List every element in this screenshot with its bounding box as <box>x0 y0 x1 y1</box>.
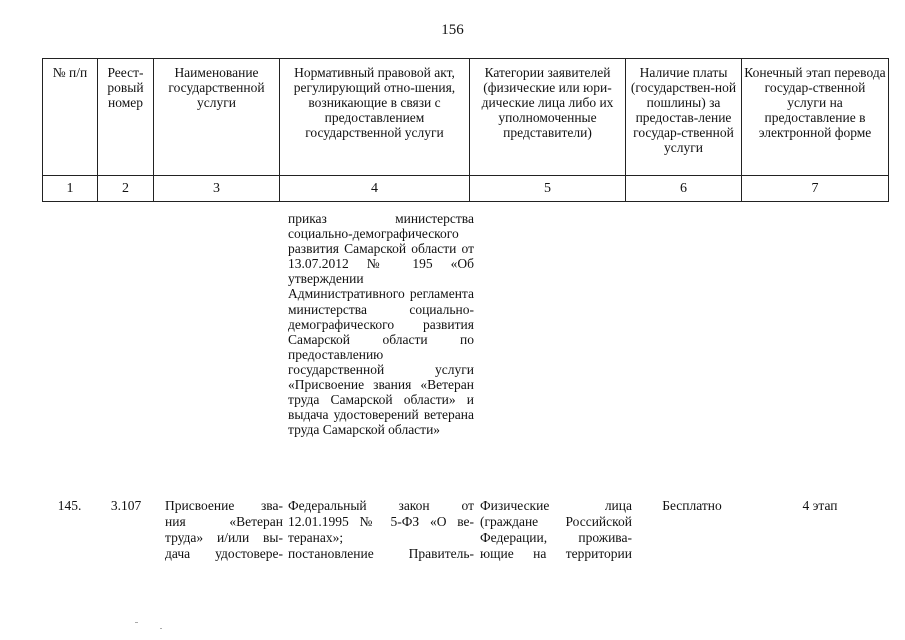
column-number-row <box>43 176 889 202</box>
col-number: 5 <box>470 176 626 202</box>
row-145-applicants <box>480 498 632 562</box>
applicants-line: (граждане Российской <box>480 514 632 529</box>
applicants-line: Федерации, прожива- <box>480 530 632 545</box>
applicants-line: ющие на территории <box>480 546 632 561</box>
col-number: 4 <box>280 176 470 202</box>
row-145-legal-act <box>288 498 474 562</box>
header-row <box>43 59 889 176</box>
legal-act-continuation: приказ министерства социально-демографического развития Самарской области от 13.07.2012 № 195 «Об утверждении Административного регламента министерства социально-демографического развития Самарской области по предоставлению государственной услуги «Присвоение звания «Ветеран труда Самарской области» и выдача удостоверений ветерана труда Самарской области» <box>288 211 474 438</box>
col-header-registry: Реест-ровый номер <box>98 59 154 176</box>
row-145-stage: 4 этап <box>802 498 838 513</box>
col-number: 6 <box>626 176 742 202</box>
act-line: постановление Правитель- <box>288 546 474 561</box>
service-line: Присвоение зва- <box>165 498 283 513</box>
applicants-line: Физические лица <box>480 498 632 513</box>
col-header-applicants: Категории заявителей (физические или юри-дические лица либо их уполномоченные представители) <box>470 59 626 176</box>
scan-speck <box>160 628 162 629</box>
col-number: 1 <box>43 176 98 202</box>
service-line: труда» и/или вы- <box>165 530 283 545</box>
service-line: ния «Ветеран <box>165 514 283 529</box>
act-line: 12.01.1995 № 5-ФЗ «О ве- <box>288 514 474 529</box>
act-line: теранах»; <box>288 530 344 545</box>
row-145-service <box>165 498 283 562</box>
col-header-number: № п/п <box>43 59 98 176</box>
col-number: 2 <box>98 176 154 202</box>
col-header-service: Наименование государственной услуги <box>154 59 280 176</box>
scan-speck <box>135 622 138 623</box>
row-145-fee: Бесплатно <box>662 498 722 513</box>
service-line: дача удостовере- <box>165 546 283 561</box>
col-number: 7 <box>742 176 889 202</box>
row-145-registry: 3.107 <box>110 498 142 513</box>
row-145-number: 145. <box>57 498 82 513</box>
col-header-fee: Наличие платы (государствен-ной пошлины) за предостав-ление государ-ственной услуги <box>626 59 742 176</box>
col-number: 3 <box>154 176 280 202</box>
col-header-final-stage: Конечный этап перевода государ-ственной услуги на предоставление в электронной форме <box>742 59 889 176</box>
col-header-legal-act: Нормативный правовой акт, регулирующий отно-шения, возникающие в связи с предоставлением государственной услуги <box>280 59 470 176</box>
page-number: 156 <box>441 22 464 38</box>
header-table <box>42 58 889 202</box>
act-line: Федеральный закон от <box>288 498 474 513</box>
